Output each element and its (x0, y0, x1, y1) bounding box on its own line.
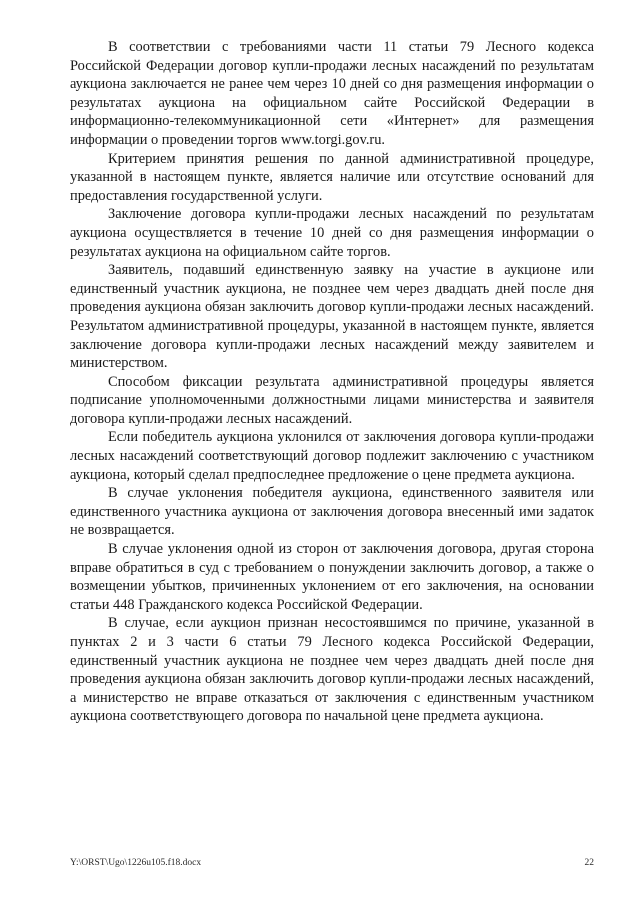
paragraph-court-appeal: В случае уклонения одной из сторон от заключения договора, другая сторона вправе обратиться в суд с требованием о понуждении заключить договор, а также о возмещении убытков, причиненных уклонением от его заключения, на основании статьи 448 Гражданского кодекса Российской Федерации. (70, 541, 594, 613)
paragraph-winner-evasion: Если победитель аукциона уклонился от заключения договора купли-продажи лесных насаждений соответствующий договор подлежит заключению с участником аукциона, который сделал предпоследнее предложение о цене предмета аукциона. (70, 429, 594, 483)
document-body (70, 38, 594, 726)
paragraph-auction-contract-timing: В соответствии с требованиями части 11 статьи 79 Лесного кодекса Российской Федерации договор купли-продажи лесных насаждений по результатам аукциона заключается не ранее чем через 10 дней со дня размещения информации о результатах аукциона на официальном сайте Российской Федерации в информационно-телекоммуникационной сети «Интернет» для размещения информации о проведении торгов www.torgi.gov.ru. (70, 39, 594, 148)
footer-page-number: 22 (584, 858, 594, 868)
paragraph-failed-auction: В случае, если аукцион признан несостоявшимся по причине, указанной в пунктах 2 и 3 части 6 статьи 79 Лесного кодекса Российской Федерации, единственный участник аукциона не позднее чем через двадцать дней после дня проведения аукциона обязан заключить договор купли-продажи лесных насаждений, а министерство не вправе отказаться от заключения с единственным участником аукциона соответствующего договора по начальной цене предмета аукциона. (70, 615, 594, 725)
paragraph-contract-conclusion: Заключение договора купли-продажи лесных насаждений по результатам аукциона осуществляется в течение 10 дней со дня размещения информации о результатах аукциона на официальном сайте торгов. (70, 206, 594, 260)
paragraph-decision-criterion: Критерием принятия решения по данной административной процедуре, указанной в настоящем пункте, является наличие или отсутствие оснований для предоставления государственной услуги. (70, 150, 594, 204)
paragraph-single-applicant: Заявитель, подавший единственную заявку на участие в аукционе или единственный участник аукциона, не позднее чем через двадцать дней после дня проведения аукциона обязан заключить договор купли-продажи лесных насаждений. Результатом административной процедуры, указанной в настоящем пункте, является заключение договора купли-продажи лесных насаждений между заявителем и министерством. (70, 262, 594, 372)
paragraph-result-fixation: Способом фиксации результата административной процедуры является подписание уполномоченными должностными лицами министерства и заявителя договора купли-продажи лесных насаждений. (70, 373, 594, 427)
paragraph-deposit-not-returned: В случае уклонения победителя аукциона, единственного заявителя или единственного участника аукциона от заключения договора внесенный ими задаток не возвращается. (70, 485, 594, 539)
footer-file-path: Y:\ORST\Ugo\1226u105.f18.docx (70, 858, 202, 868)
